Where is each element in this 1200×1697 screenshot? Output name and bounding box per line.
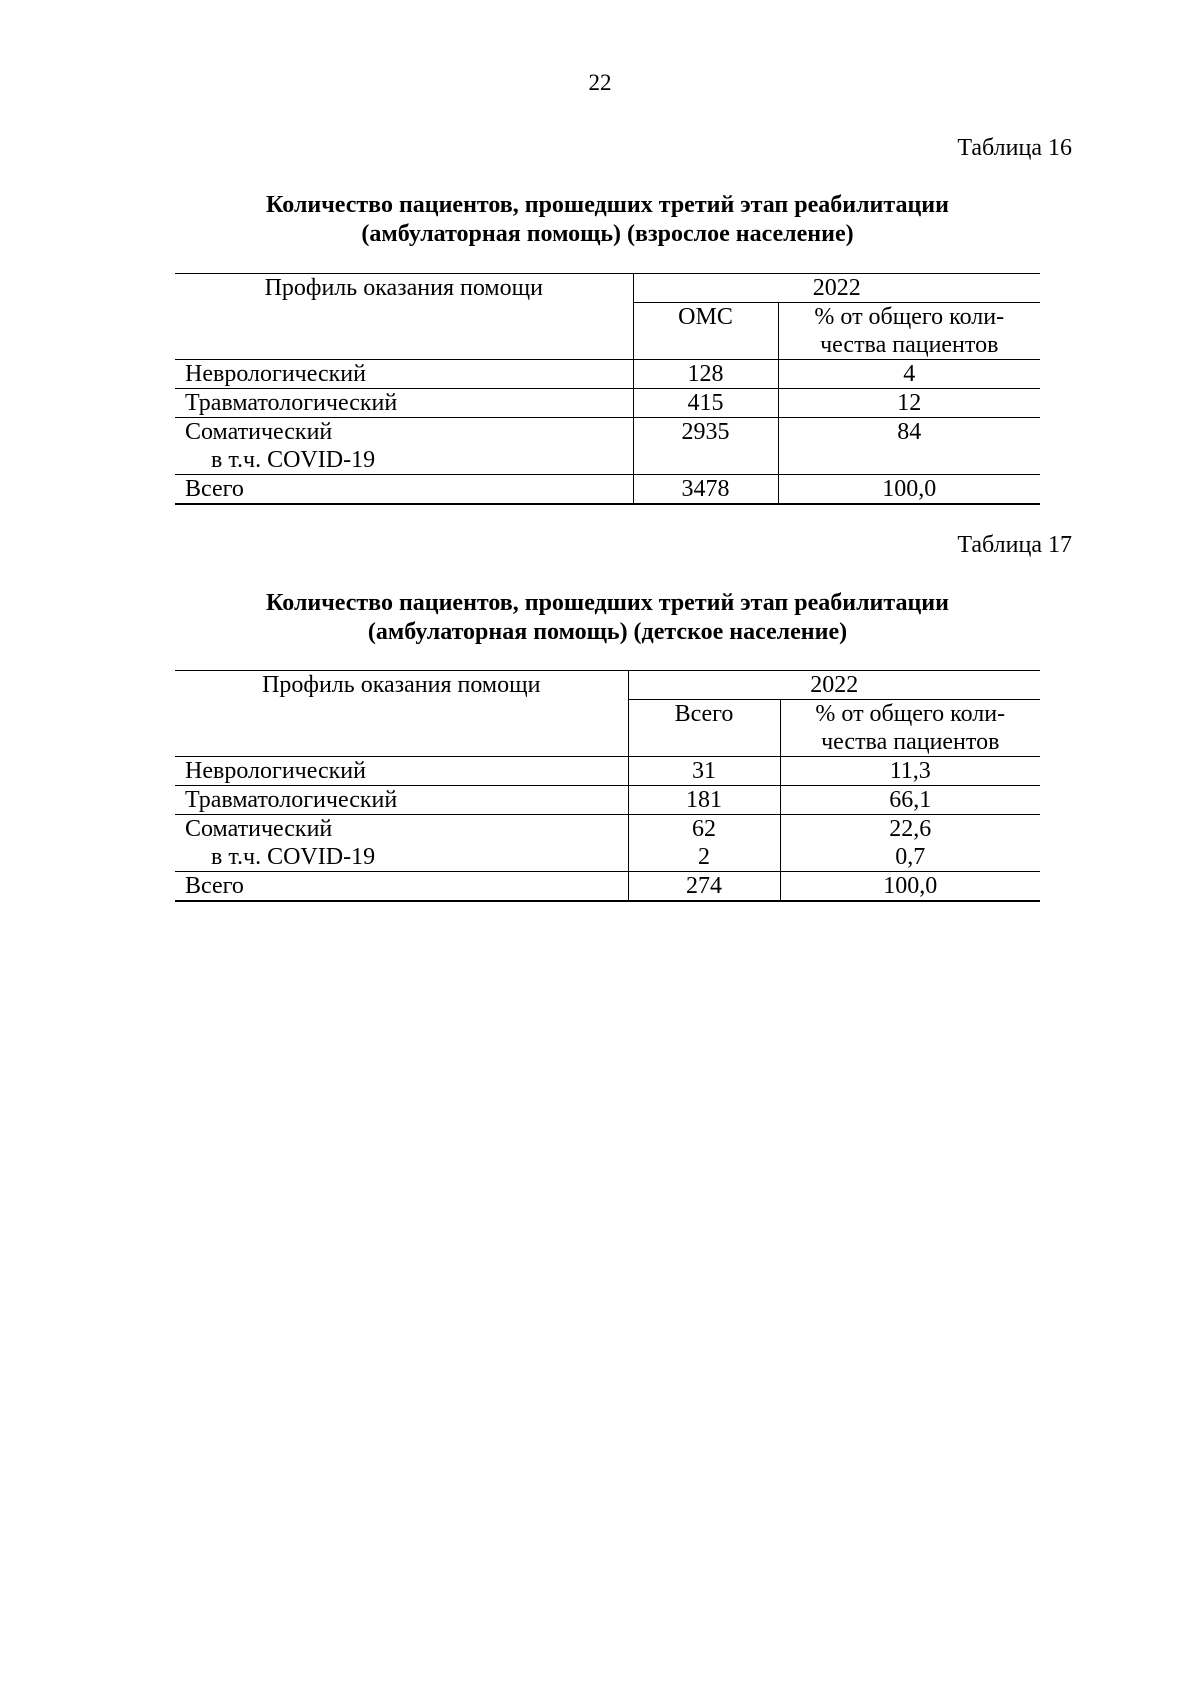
- row-percent: [778, 446, 1040, 475]
- row-label: Травматологический: [185, 787, 398, 813]
- row-percent: 100,0: [778, 475, 1040, 505]
- table17-header-year: 2022: [628, 671, 1040, 700]
- row-percent: 4: [778, 360, 1040, 389]
- table17-header-col1: Всего: [628, 700, 780, 729]
- table16: [175, 273, 1040, 505]
- table17: [175, 670, 1040, 902]
- table16-caption: Таблица 16: [957, 135, 1072, 161]
- table17-header-col2-line2: чества пациентов: [780, 728, 1040, 757]
- table17-header-col2-line1: % от общего коли-: [780, 700, 1040, 729]
- row-label: в т.ч. COVID-19: [211, 844, 376, 870]
- row-percent: 11,3: [780, 757, 1040, 786]
- row-label: Неврологический: [185, 758, 366, 784]
- table17-title: [175, 589, 1040, 647]
- table-row: [175, 786, 1040, 815]
- table16-header-col1: ОМС: [633, 303, 778, 332]
- table-row: [175, 815, 1040, 844]
- row-value: 274: [628, 872, 780, 902]
- row-percent: 84: [778, 418, 1040, 447]
- table-row: [175, 475, 1040, 505]
- table16-header-year: 2022: [633, 274, 1040, 303]
- table-row: [175, 446, 1040, 475]
- table16-title: [175, 191, 1040, 249]
- table16-header-col2-line2: чества пациентов: [778, 331, 1040, 360]
- row-value: [633, 446, 778, 475]
- row-value: 62: [628, 815, 780, 844]
- row-value: 2: [628, 843, 780, 872]
- table17-header-profile: Профиль оказания помощи: [175, 671, 628, 757]
- row-percent: 12: [778, 389, 1040, 418]
- table-row: [175, 872, 1040, 902]
- table17-title-line1: Количество пациентов, прошедших третий этап реабилитации: [266, 590, 949, 616]
- row-label: Соматический: [185, 419, 333, 445]
- table-row: [175, 389, 1040, 418]
- row-value: 3478: [633, 475, 778, 505]
- table-row: [175, 418, 1040, 447]
- row-value: 128: [633, 360, 778, 389]
- table16-title-line1: Количество пациентов, прошедших третий этап реабилитации: [266, 192, 949, 218]
- row-value: 2935: [633, 418, 778, 447]
- table16-title-line2: (амбулаторная помощь) (взрослое население): [361, 221, 854, 247]
- table-row: [175, 757, 1040, 786]
- table17-title-line2: (амбулаторная помощь) (детское население): [367, 619, 848, 645]
- table16-header-col2-line1: % от общего коли-: [778, 303, 1040, 332]
- row-percent: 0,7: [780, 843, 1040, 872]
- table17-caption: Таблица 17: [957, 532, 1072, 558]
- row-label: Соматический: [185, 816, 333, 842]
- table-row: [175, 843, 1040, 872]
- row-percent: 22,6: [780, 815, 1040, 844]
- page-number: 22: [588, 70, 612, 95]
- row-value: 181: [628, 786, 780, 815]
- row-label: Травматологический: [185, 390, 398, 416]
- table16-header-profile: Профиль оказания помощи: [175, 274, 633, 360]
- row-label: в т.ч. COVID-19: [211, 447, 376, 473]
- row-label: Всего: [185, 476, 244, 502]
- row-value: 31: [628, 757, 780, 786]
- row-label: Неврологический: [185, 361, 366, 387]
- row-value: 415: [633, 389, 778, 418]
- row-label: Всего: [185, 873, 244, 899]
- row-percent: 100,0: [780, 872, 1040, 902]
- table-row: [175, 360, 1040, 389]
- row-percent: 66,1: [780, 786, 1040, 815]
